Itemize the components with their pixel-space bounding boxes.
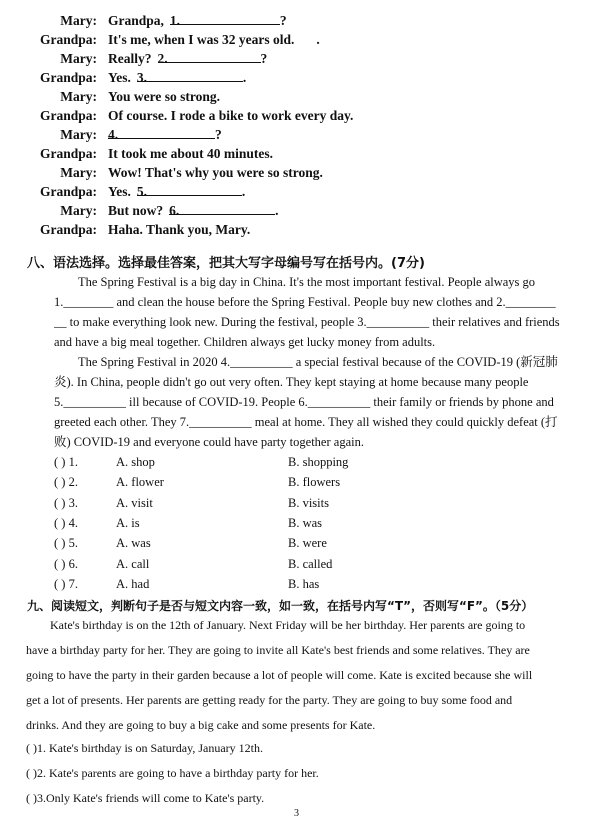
line-punctuation: . <box>316 32 320 47</box>
option-row <box>54 554 454 574</box>
true-false-question[interactable]: ( )2. Kate's parents are going to have a birthday party for her. <box>26 766 319 780</box>
speaker-name: Grandpa: <box>39 146 97 161</box>
line-punctuation: ? <box>279 13 287 28</box>
speaker-name: Mary: <box>60 203 97 218</box>
dialogue-line <box>0 11 600 30</box>
passage-line: Kate's birthday is on the 12th of January. Next Friday will be her birthday. Her parents are going to <box>50 618 526 632</box>
passage-line: 1.________ and clean the house before the Spring Festival. People buy new clothes and 2.________ <box>54 295 556 309</box>
blank-number: 3. <box>136 70 147 85</box>
dialogue-text <box>108 49 267 68</box>
passage-line: 5.__________ ill because of COVID-19. People 6.__________ their family or friends by phone and <box>54 395 554 409</box>
blank-number: 4. <box>108 127 119 142</box>
speaker-name: Grandpa: <box>39 184 97 199</box>
option-a: A. visit <box>116 495 153 510</box>
line-punctuation: . <box>275 203 279 218</box>
dialogue-line <box>0 106 600 125</box>
passage-line: __ to make everything look new. During the festival, people 3.__________ their relatives and friends <box>54 315 560 329</box>
dialogue-text <box>108 220 272 239</box>
true-false-question[interactable]: ( )1. Kate's birthday is on Saturday, January 12th. <box>26 741 263 755</box>
option-row <box>54 472 454 492</box>
section-9-title: 九、阅读短文，判断句子是否与短文内容一致，如一致，在括号内写“T”，否则写“F”。（5分） <box>27 599 534 613</box>
true-false-question[interactable]: ( )3.Only Kate's friends will come to Kate's party. <box>26 791 265 805</box>
blank-number: 2. <box>157 51 168 66</box>
speaker-name: Grandpa: <box>39 70 97 85</box>
answer-blank[interactable] <box>169 11 280 28</box>
passage-line: The Spring Festival is a big day in China. It's the most important festival. People always go <box>78 275 536 289</box>
question-number[interactable]: ( ) 5. <box>54 536 78 551</box>
answer-blank[interactable] <box>108 125 215 142</box>
dialogue-text <box>108 106 375 125</box>
question-number[interactable]: ( ) 4. <box>54 515 78 530</box>
passage-line: drinks. And they are going to buy a big cake and some presents for Kate. <box>26 718 376 732</box>
dialogue-text <box>108 87 242 106</box>
option-b: B. were <box>288 536 327 551</box>
dialogue-text <box>108 163 345 182</box>
section-8-title: 八、语法选择。选择最佳答案，把其大写字母编号写在括号内。(7分) <box>27 256 425 271</box>
speaker-name: Grandpa: <box>39 32 97 47</box>
answer-blank[interactable] <box>169 201 275 218</box>
question-number[interactable]: ( ) 3. <box>54 495 78 510</box>
blank-number: 1. <box>169 13 181 28</box>
dialogue-text <box>108 30 320 49</box>
passage-line: get a lot of presents. Her parents are getting ready for the party. They are going to buy some food and <box>26 693 513 707</box>
speaker-name: Grandpa: <box>39 222 97 237</box>
line-text: Yes. <box>108 70 131 85</box>
blank-number: 6. <box>169 203 180 218</box>
line-text: Haha. Thank you, Mary. <box>108 222 251 237</box>
line-punctuation: ? <box>215 127 222 142</box>
line-text: You were so strong. <box>108 89 221 104</box>
option-b: B. flowers <box>288 475 341 490</box>
dialogue-line <box>0 220 600 239</box>
line-punctuation: . <box>242 70 247 85</box>
answer-blank[interactable] <box>136 68 243 85</box>
dialogue-line <box>0 87 600 106</box>
option-row <box>54 574 454 594</box>
option-a: A. was <box>116 536 151 551</box>
dialogue-line <box>0 144 600 163</box>
line-text: But now? <box>108 203 164 218</box>
option-b: B. shopping <box>288 455 349 469</box>
page-number: 3 <box>294 808 299 819</box>
dialogue-line <box>0 182 600 201</box>
option-b: B. was <box>288 515 323 530</box>
speaker-name: Mary: <box>60 165 97 180</box>
passage-line: greeted each other. They 7.__________ meal at home. They all wished they could quickly defeat (打 <box>54 415 558 429</box>
option-b: B. visits <box>288 495 329 510</box>
dialogue-text <box>108 182 245 201</box>
passage-line: 败) COVID-19 and everyone could have party together again. <box>54 435 364 449</box>
line-text: It's me, when I was 32 years old. <box>108 32 295 47</box>
speaker-name: Grandpa: <box>39 108 97 123</box>
speaker-name: Mary: <box>60 127 97 142</box>
option-row <box>54 513 454 533</box>
dialogue-line <box>0 68 600 87</box>
option-row <box>54 452 454 472</box>
option-a: A. had <box>116 576 150 591</box>
dialogue-line <box>0 125 600 144</box>
dialogue-text <box>108 201 279 220</box>
question-number[interactable]: ( ) 2. <box>54 475 78 490</box>
answer-blank[interactable] <box>136 182 242 199</box>
option-row <box>54 493 454 513</box>
speaker-name: Mary: <box>60 89 97 104</box>
passage-line: The Spring Festival in 2020 4.__________ a special festival because of the COVID-19 (新冠肺 <box>78 355 558 369</box>
line-text: Of course. I rode a bike to work every day. <box>108 108 354 123</box>
dialogue-line <box>0 163 600 182</box>
speaker-name: Mary: <box>60 51 97 66</box>
line-text: It took me about 40 minutes. <box>108 146 274 161</box>
line-text: Yes. <box>108 184 131 199</box>
passage-line: going to have the party in their garden because a lot of people will come. Kate is excited because she will <box>26 668 533 682</box>
dialogue-line <box>0 201 600 220</box>
answer-blank[interactable] <box>157 49 261 66</box>
section-9-passage <box>26 613 574 738</box>
passage-line: 炎). In China, people didn't go out very often. They kept staying at home because many people <box>54 375 529 389</box>
section-8-passage <box>54 272 574 452</box>
option-a: A. flower <box>116 475 164 490</box>
blank-number: 5. <box>136 184 147 199</box>
dialogue-text <box>108 68 246 87</box>
dialogue-text <box>108 11 287 30</box>
option-a: A. is <box>116 515 140 530</box>
dialogue-line <box>0 49 600 68</box>
line-punctuation: ? <box>260 51 268 66</box>
option-a: A. shop <box>116 455 155 469</box>
option-b: B. has <box>288 576 320 591</box>
passage-line: have a birthday party for her. They are going to invite all Kate's best friends and some relatives. They are <box>26 643 530 657</box>
option-a: A. call <box>116 556 150 571</box>
line-punctuation: . <box>241 184 246 199</box>
dialogue-text <box>108 125 222 144</box>
line-text: Grandpa, <box>108 13 164 28</box>
option-b: B. called <box>288 556 333 571</box>
option-row <box>54 533 454 553</box>
question-number[interactable]: ( ) 1. <box>54 455 78 469</box>
dialogue-text <box>108 144 295 163</box>
question-number[interactable]: ( ) 7. <box>54 576 78 591</box>
line-text: Wow! That's why you were so strong. <box>108 165 323 180</box>
line-text: Really? <box>108 51 152 66</box>
passage-line: and have a big meal together. Children always get lucky money from adults. <box>54 335 436 349</box>
question-number[interactable]: ( ) 6. <box>54 556 78 571</box>
dialogue-line <box>0 30 600 49</box>
speaker-name: Mary: <box>60 13 97 28</box>
